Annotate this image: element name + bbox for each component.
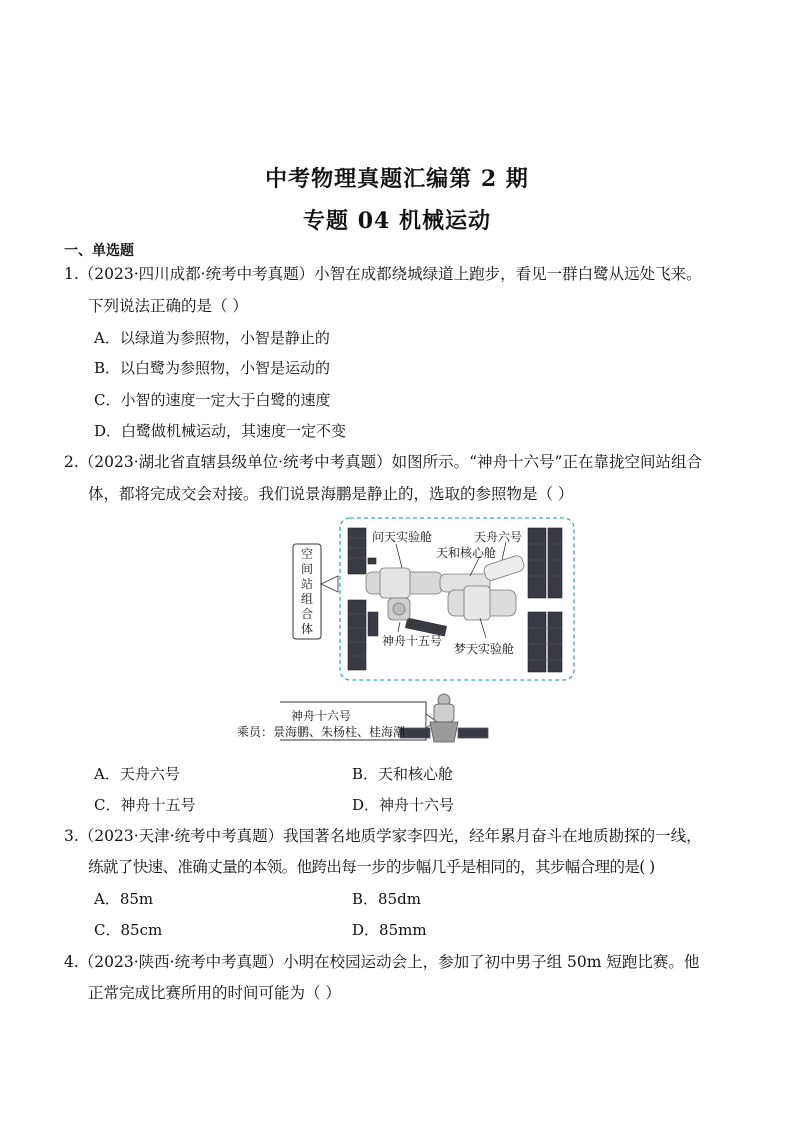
label-tianhe: 天和核心舱	[436, 546, 497, 560]
section-heading: 一、单选题	[64, 243, 134, 259]
caption-crew: 乘员：景海鹏、朱杨柱、桂海潮	[236, 725, 405, 739]
q3-option-b: B．85dm	[352, 890, 421, 908]
q1-option-a: A．以绿道为参照物，小智是静止的	[94, 329, 330, 347]
q3-option-c: C．85cm	[94, 921, 163, 939]
label-mengtian: 梦天实验舱	[454, 642, 515, 656]
q1-stem-line1: 1.（2023·四川成都·统考中考真题）小智在成都绕城绿道上跑步，看见一群白鹭从远处飞来。	[64, 265, 702, 283]
q2-option-d: D．神舟十六号	[352, 796, 455, 814]
q1-option-c: C．小智的速度一定大于白鹭的速度	[94, 391, 331, 409]
q3-option-a: A．85m	[94, 890, 154, 908]
q3-stem-line1: 3.（2023·天津·统考中考真题）我国著名地质学家李四光，经年累月奋斗在地质勘探的一线，	[64, 827, 702, 845]
label-shenzhou15: 神舟十五号	[382, 634, 443, 648]
q4-stem-line1: 4.（2023·陕西·统考中考真题）小明在校园运动会上，参加了初中男子组 50m 短跑比赛。他	[64, 953, 700, 971]
q2-option-a: A．天舟六号	[94, 765, 180, 783]
page-subtitle: 专题 04 机械运动	[303, 208, 491, 234]
label-tianzhou: 天舟六号	[474, 530, 523, 544]
caption-shenzhou16: 神舟十六号	[290, 709, 351, 723]
q2-option-c: C．神舟十五号	[94, 796, 196, 814]
q1-option-d: D．白鹭做机械运动，其速度一定不变	[94, 422, 347, 440]
page-title: 中考物理真题汇编第 2 期	[265, 166, 529, 192]
q3-option-d: D．85mm	[352, 921, 427, 939]
q1-option-b: B．以白鹭为参照物，小智是运动的	[94, 359, 331, 377]
label-wentian: 问天实验舱	[372, 530, 433, 544]
q1-stem-line2: 下列说法正确的是（ ）	[88, 297, 248, 315]
q2-stem-line2: 体，都将完成交会对接。我们说景海鹏是静止的，选取的参照物是（ ）	[88, 485, 574, 503]
q2-stem-line1: 2.（2023·湖北省直辖县级单位·统考中考真题）如图所示。“神舟十六号”正在靠拢空间站组合	[64, 453, 702, 471]
space-station-figure	[236, 514, 580, 754]
q2-option-b: B．天和核心舱	[352, 765, 454, 783]
station-side-label: 空间站组合体	[300, 547, 313, 636]
q4-stem-line2: 正常完成比赛所用的时间可能为（ ）	[88, 984, 341, 1002]
q3-stem-line2: 练就了快速、准确丈量的本领。他跨出每一步的步幅几乎是相同的，其步幅合理的是( )	[88, 858, 655, 876]
